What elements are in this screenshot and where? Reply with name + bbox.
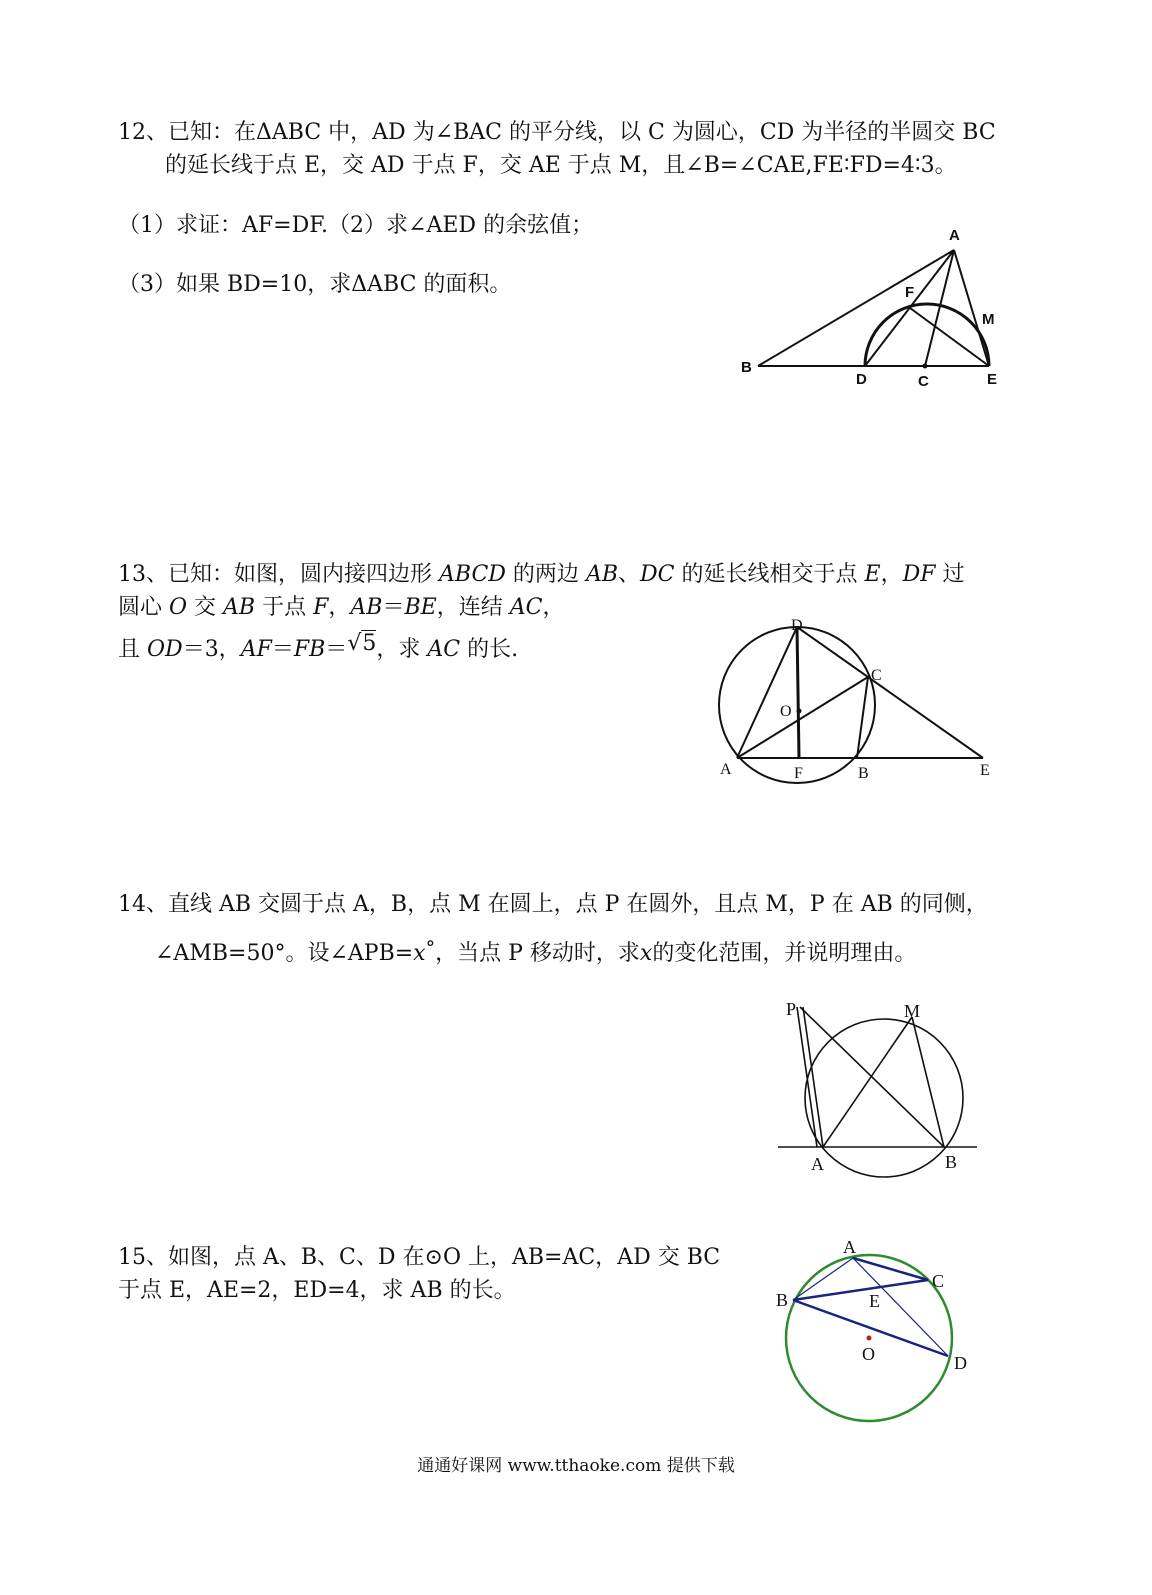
p13-label-O: O bbox=[780, 703, 792, 720]
p12-label-D: D bbox=[856, 371, 867, 388]
p13-label-F: F bbox=[794, 765, 803, 782]
p13-line1: 13、已知：如图，圆内接四边形 ABCD 的两边 AB、DC 的延长线相交于点 E，DF 过 bbox=[118, 562, 965, 587]
p14-segment-PB bbox=[800, 1007, 944, 1147]
p15-segment-BC bbox=[793, 1280, 928, 1300]
p13-circle bbox=[719, 627, 875, 783]
p13-label-B: B bbox=[858, 765, 869, 782]
p13-segment-DE bbox=[797, 627, 983, 758]
p12-segment-AD bbox=[865, 250, 954, 366]
p12-segment-AC bbox=[925, 250, 954, 366]
p15-line1: 15、如图，点 A、B、C、D 在⊙O 上，AB=AC，AD 交 BC bbox=[118, 1245, 721, 1270]
p13-label-A: A bbox=[720, 761, 732, 778]
p15-line2: 于点 E，AE=2，ED=4，求 AB 的长。 bbox=[118, 1278, 516, 1303]
sqrt-radicand: 5 bbox=[362, 631, 377, 656]
p14-circle bbox=[805, 1019, 963, 1177]
p15-segment-BD bbox=[793, 1300, 948, 1356]
p13-label-C: C bbox=[871, 667, 882, 684]
p13-line2: 圆心 O 交 AB 于点 F，AB＝BE，连结 AC， bbox=[118, 595, 565, 620]
sqrt-sign: √ bbox=[347, 631, 362, 656]
p14-label-A: A bbox=[811, 1154, 824, 1174]
p14-segment-MA bbox=[823, 1017, 912, 1147]
p12-segment-AE bbox=[954, 250, 989, 366]
p12-segment-AB bbox=[758, 250, 954, 366]
p15-center bbox=[867, 1336, 872, 1341]
p13-segment-AC bbox=[737, 677, 868, 758]
p15-label-A: A bbox=[843, 1237, 856, 1257]
p15-label-C: C bbox=[932, 1271, 945, 1291]
p14-line2: ∠AMB=50°。设∠APB=x°，当点 P 移动时，求x的变化范围，并说明理由。 bbox=[155, 937, 917, 966]
p13-line3: 且 OD＝3，AF＝FB＝√5，求 AC 的长. bbox=[118, 631, 519, 662]
p13-segment-AD bbox=[737, 627, 797, 758]
p15-label-B: B bbox=[776, 1290, 789, 1310]
p12-label-C: C bbox=[918, 373, 929, 390]
p13-segment-CB bbox=[857, 677, 868, 758]
p14-label-B: B bbox=[945, 1152, 958, 1172]
p15-label-D: D bbox=[954, 1353, 967, 1373]
p13-label-E: E bbox=[980, 762, 990, 779]
p13-segment-DF bbox=[797, 627, 799, 758]
p12-line1: 12、已知：在ΔABC 中，AD 为∠BAC 的平分线，以 C 为圆心，CD 为半径的半圆交 BC bbox=[118, 120, 996, 145]
p15-label-O: O bbox=[862, 1344, 875, 1364]
p12-label-E: E bbox=[987, 371, 998, 388]
p12-semicircle bbox=[865, 304, 989, 366]
p12-question-3: （3）如果 BD=10，求ΔABC 的面积。 bbox=[118, 272, 512, 297]
p12-segment-FE bbox=[910, 308, 989, 366]
p12-line2: 的延长线于点 E，交 AD 于点 F，交 AE 于点 M，且∠B=∠CAE,FE∶FD=4∶3。 bbox=[165, 153, 957, 178]
p14-label-P: P bbox=[786, 999, 797, 1019]
p12-label-B: B bbox=[741, 359, 752, 376]
p13-center bbox=[797, 709, 802, 714]
p12-label-A: A bbox=[949, 227, 960, 244]
p15-circle bbox=[786, 1255, 952, 1421]
p15-segment-AB bbox=[793, 1258, 853, 1300]
p14-segment-PA bbox=[803, 1007, 823, 1147]
p14-line1: 14、直线 AB 交圆于点 A，B，点 M 在圆上，点 P 在圆外，且点 M，P 在 AB 的同侧， bbox=[118, 892, 988, 917]
p15-label-E: E bbox=[869, 1291, 880, 1311]
p14-segment-MB bbox=[912, 1017, 944, 1147]
p12-point-C bbox=[923, 364, 928, 369]
p12-question-1-2: （1）求证：AF=DF.（2）求∠AED 的余弦值； bbox=[118, 213, 594, 238]
p14-label-M: M bbox=[904, 1001, 921, 1021]
footer-text: 通通好课网 www.tthaoke.com 提供下载 bbox=[417, 1456, 735, 1476]
p14-segment-PA2 bbox=[797, 1007, 817, 1147]
p15-segment-AC bbox=[853, 1258, 928, 1280]
p13-label-D: D bbox=[791, 617, 803, 634]
p15-segment-AD bbox=[853, 1258, 948, 1356]
p12-label-F: F bbox=[905, 284, 915, 301]
p12-label-M: M bbox=[982, 311, 995, 328]
